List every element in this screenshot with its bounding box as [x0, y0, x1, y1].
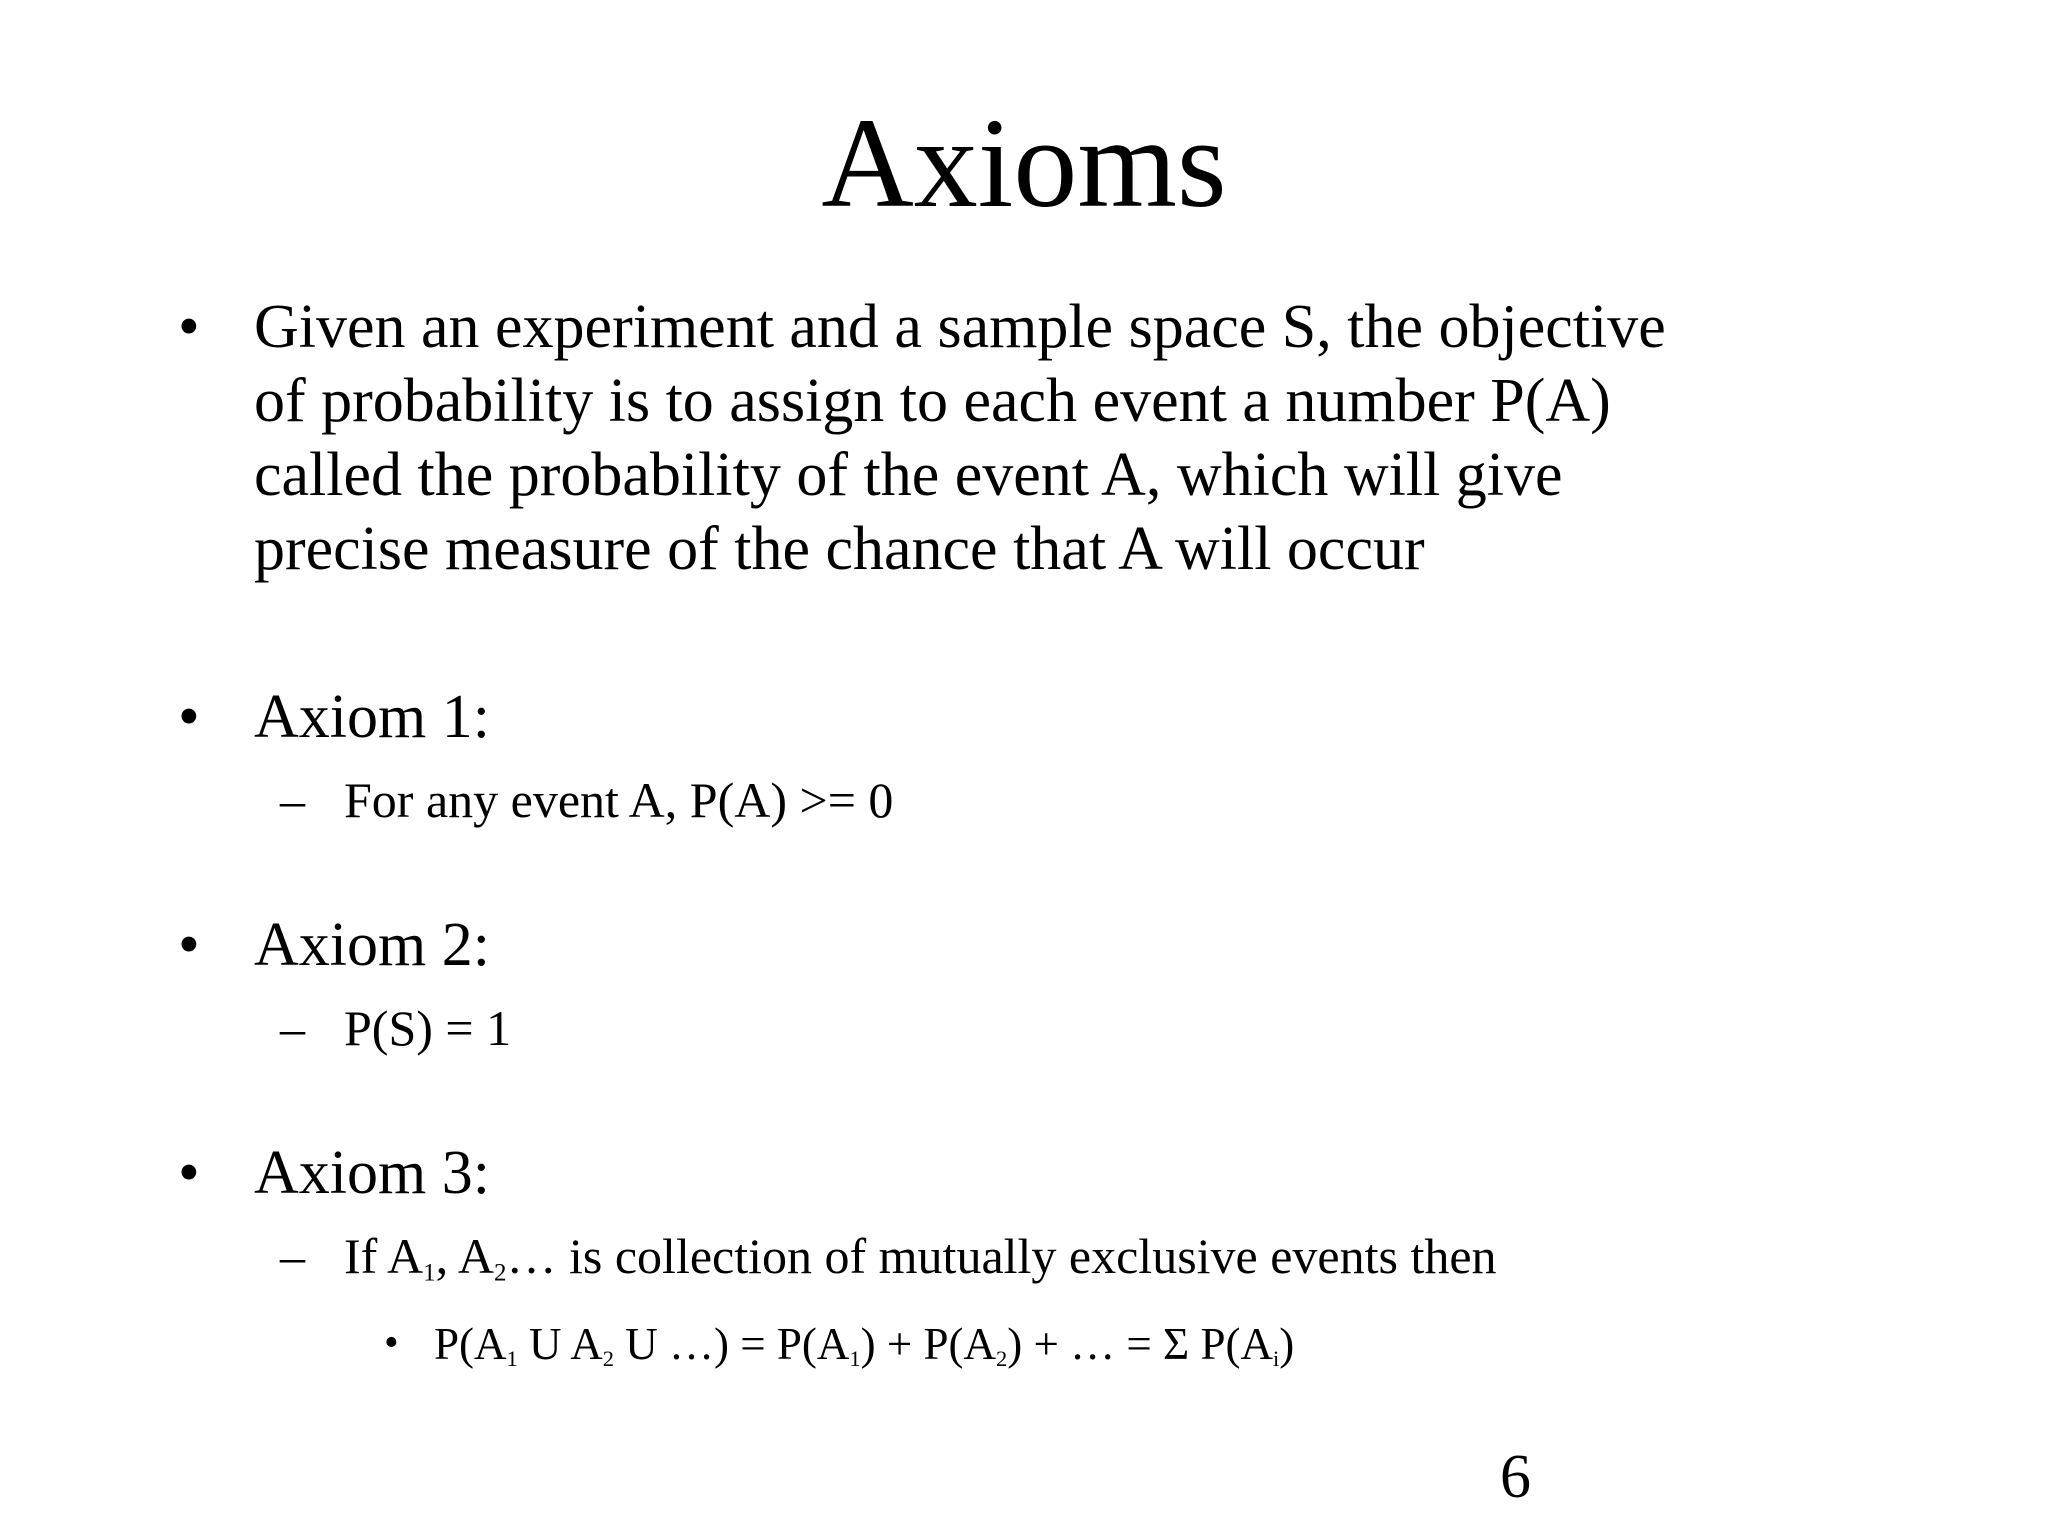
bullet-intro-text: [254, 290, 1666, 586]
formula-part: U …) = P(A: [614, 1319, 850, 1369]
bullet-marker: •: [384, 1320, 399, 1366]
dash-marker: –: [280, 1228, 305, 1284]
formula-part: ): [1279, 1319, 1295, 1369]
bullet-marker: •: [178, 911, 200, 979]
axiom-3-text-part: If A: [344, 1228, 424, 1284]
axiom-3-formula: [434, 1318, 1294, 1370]
subscript: 1: [423, 1259, 436, 1287]
bullet-marker: •: [178, 683, 200, 751]
axiom-1-statement: For any event A, P(A) >= 0: [344, 772, 894, 828]
subscript: 2: [494, 1259, 507, 1287]
axiom-3-text-part: , A: [435, 1228, 495, 1284]
intro-line-3: called the probability of the event A, which will give: [254, 441, 1563, 509]
intro-line-1: Given an experiment and a sample space S, the objective: [254, 293, 1666, 361]
axiom-2-label: Axiom 2:: [254, 911, 490, 979]
subscript: 1: [849, 1345, 861, 1371]
formula-part: ) + … = Σ P(A: [1007, 1319, 1273, 1369]
axiom-3-label: Axiom 3:: [254, 1139, 490, 1207]
formula-part: U A: [517, 1319, 603, 1369]
intro-line-4: precise measure of the chance that A will occur: [254, 515, 1425, 583]
intro-line-2: of probability is to assign to each event a number P(A): [254, 367, 1611, 435]
dash-marker: –: [280, 1000, 305, 1056]
axiom-1-label: Axiom 1:: [254, 683, 490, 751]
subscript: i: [1272, 1345, 1280, 1371]
subscript: 2: [602, 1345, 615, 1371]
subscript: 2: [996, 1345, 1008, 1371]
formula-part: ) + P(A: [860, 1319, 997, 1369]
bullet-marker: •: [178, 293, 200, 361]
axiom-2-statement: P(S) = 1: [344, 1000, 512, 1056]
formula-part: P(A: [434, 1319, 507, 1369]
page-number: 6: [1500, 1443, 1531, 1511]
axiom-3-text-part: … is collection of mutually exclusive events then: [506, 1228, 1497, 1284]
slide-title: Axioms: [821, 92, 1227, 234]
bullet-marker: •: [178, 1139, 200, 1207]
dash-marker: –: [280, 772, 305, 828]
axiom-3-statement: [344, 1226, 1497, 1286]
subscript: 1: [506, 1345, 518, 1371]
